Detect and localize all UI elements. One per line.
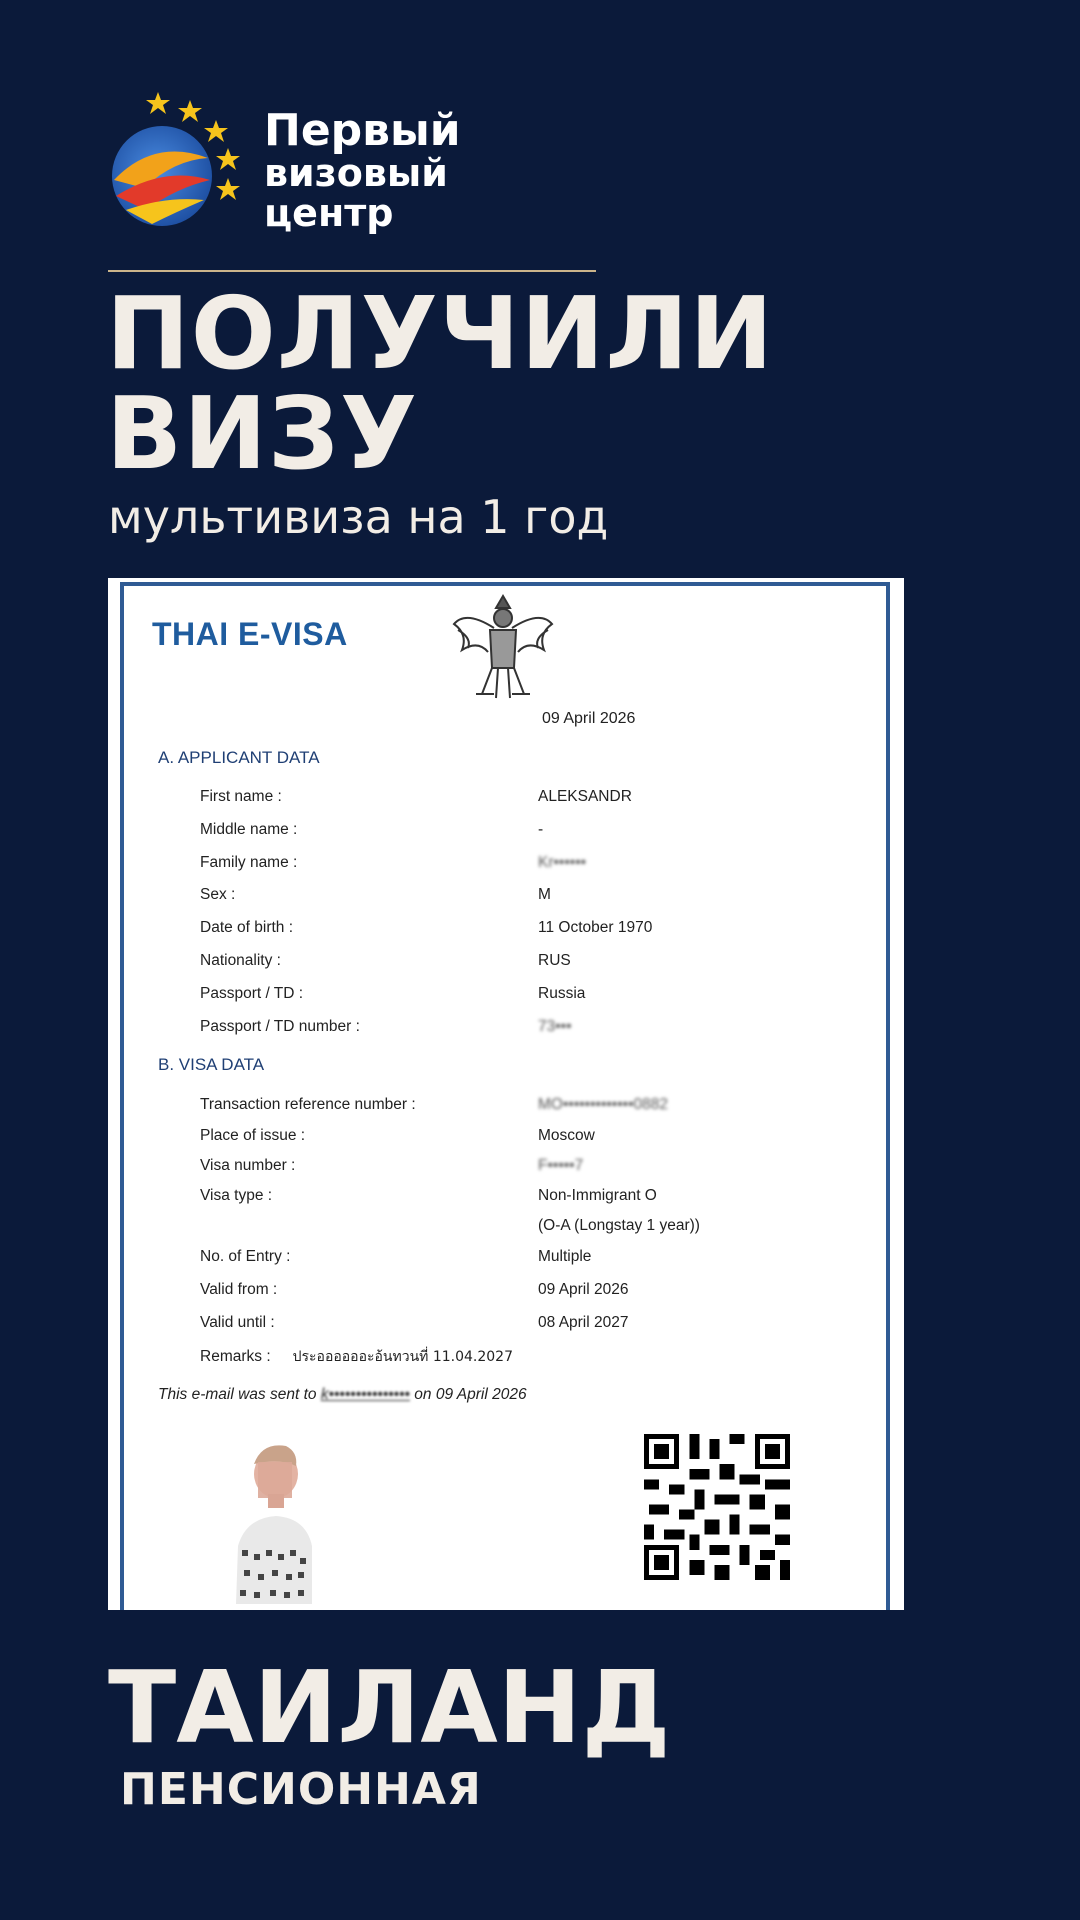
- field-label: Transaction reference number :: [200, 1096, 416, 1113]
- field-value: 08 April 2027: [538, 1314, 629, 1331]
- qr-code-icon: [644, 1434, 790, 1580]
- brand-name-line1: Первый: [264, 105, 461, 156]
- field-value: Multiple: [538, 1248, 592, 1265]
- document-title: THAI E-VISA: [152, 616, 348, 652]
- field-label: Family name :: [200, 854, 298, 871]
- field-value: 09 April 2026: [538, 1281, 629, 1298]
- field-label: Visa type :: [200, 1187, 273, 1204]
- visa-document: [108, 578, 904, 1610]
- headline-line1: ПОЛУЧИЛИ: [106, 275, 775, 392]
- field-value-redacted: F•••••7: [538, 1157, 584, 1174]
- field-value-redacted: Kr••••••: [538, 854, 587, 871]
- document-date: 09 April 2026: [542, 710, 636, 727]
- field-value: M: [538, 886, 551, 903]
- brand-name: [264, 105, 564, 236]
- subheadline: мультивиза на 1 год: [108, 490, 609, 544]
- divider-line: [108, 270, 596, 272]
- field-value-redacted: MO•••••••••••••0882: [538, 1096, 668, 1113]
- applicant-photo: [232, 1434, 312, 1604]
- brand-logo: [104, 88, 564, 238]
- field-label: Place of issue :: [200, 1127, 306, 1144]
- field-label: Sex :: [200, 886, 236, 903]
- field-value: -: [538, 821, 544, 838]
- field-value-redacted: 73•••: [538, 1018, 572, 1035]
- email-note: [158, 1386, 527, 1404]
- field-label: Passport / TD :: [200, 985, 304, 1002]
- email-note-suffix: on 09 April 2026: [414, 1386, 527, 1403]
- remarks-row: [200, 1346, 513, 1368]
- field-value: RUS: [538, 952, 571, 969]
- field-value: Non-Immigrant O: [538, 1187, 657, 1204]
- garuda-emblem-icon: [448, 590, 558, 706]
- field-label: Visa number :: [200, 1157, 296, 1174]
- brand-name-line2: визовый центр: [264, 151, 448, 236]
- field-value: Moscow: [538, 1127, 595, 1144]
- field-label: No. of Entry :: [200, 1248, 291, 1265]
- remarks-value: ประออออออะอ้นทวนที่ 11.04.2027: [292, 1349, 513, 1365]
- headline-line2: ВИЗУ: [106, 375, 419, 492]
- field-value: (O-A (Longstay 1 year)): [538, 1217, 700, 1234]
- country-title: ТАИЛАНД: [108, 1649, 671, 1766]
- logo-globe-icon: [104, 88, 254, 238]
- remarks-label: Remarks :: [200, 1348, 271, 1365]
- field-label: Nationality :: [200, 952, 281, 969]
- field-value: Russia: [538, 985, 586, 1002]
- section-applicant-data: A. APPLICANT DATA: [158, 748, 320, 767]
- field-value: ALEKSANDR: [538, 788, 632, 805]
- field-label: First name :: [200, 788, 282, 805]
- field-value: 11 October 1970: [538, 919, 653, 936]
- email-note-prefix: This e-mail was sent to: [158, 1386, 317, 1403]
- visa-kind: ПЕНСИОННАЯ: [120, 1764, 482, 1815]
- field-label: Valid from :: [200, 1281, 278, 1298]
- email-address-redacted: k•••••••••••••••: [320, 1386, 410, 1403]
- headline: [106, 275, 775, 492]
- field-label: Passport / TD number :: [200, 1018, 360, 1035]
- section-visa-data: B. VISA DATA: [158, 1055, 265, 1074]
- field-label: Valid until :: [200, 1314, 275, 1331]
- field-label: Middle name :: [200, 821, 298, 838]
- field-label: Date of birth :: [200, 919, 294, 936]
